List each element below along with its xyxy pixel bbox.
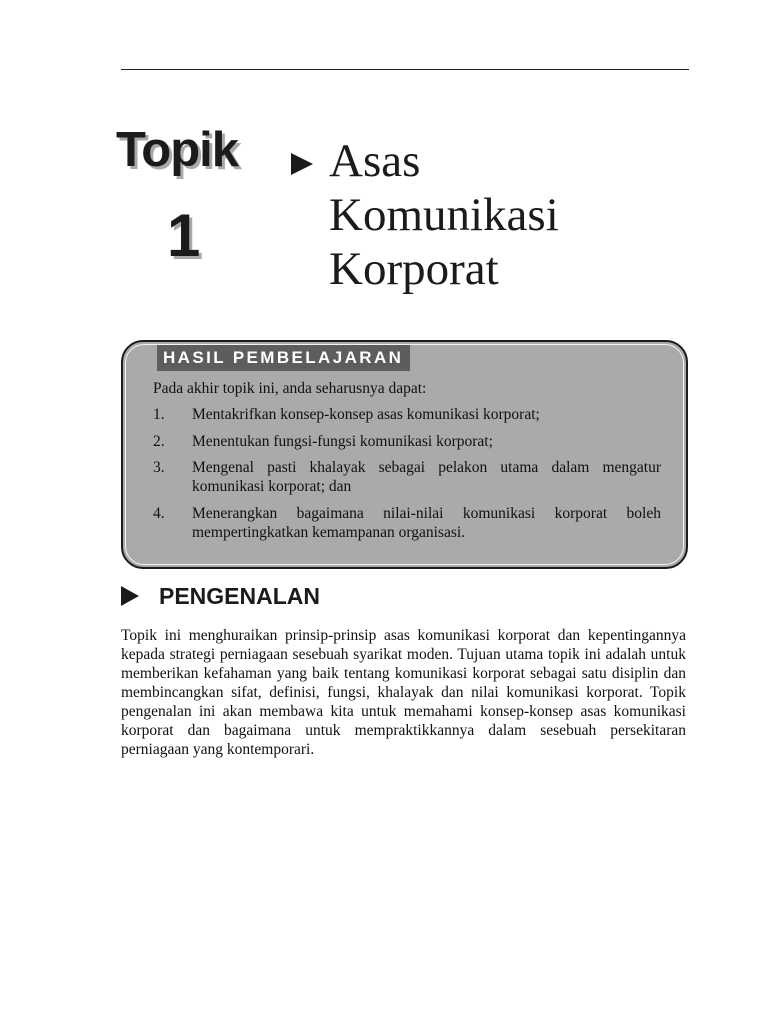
intro-paragraph: Topik ini menghuraikan prinsip-prinsip asas komunikasi korporat dan kepentingannya kepada strategi perniagaan sesebuah syarikat moden. Tujuan utama topik ini adalah untuk memberikan kefahaman yang baik tentang komunikasi korporat sebagai satu disiplin dan membincangkan sifat, definisi, fungsi, khalayak dan nilai komunikasi korporat. Topik pengenalan ini akan membawa kita untuk memahami konsep-konsep asas komunikasi korporat dan bagaimana untuk mempraktikkannya dalam sesebuah persekitaran perniagaan yang kontemporari. bbox=[121, 627, 686, 758]
list-item-text: Menerangkan bagaimana nilai-nilai komunikasi korporat boleh mempertingkatkan kemampanan organisasi. bbox=[192, 505, 661, 541]
list-item bbox=[153, 406, 661, 425]
learning-outcomes-heading: HASIL PEMBELAJARAN bbox=[157, 345, 410, 371]
list-item-text: Menentukan fungsi-fungsi komunikasi korporat; bbox=[192, 432, 493, 450]
learning-outcomes-intro: Pada akhir topik ini, anda seharusnya dapat: bbox=[153, 380, 427, 397]
title-line: Korporat bbox=[329, 243, 499, 295]
learning-outcomes-list bbox=[153, 406, 661, 542]
list-item-text: Mengenal pasti khalayak sebagai pelakon utama dalam mengatur komunikasi korporat; dan bbox=[192, 459, 661, 495]
section-heading: PENGENALAN bbox=[159, 583, 321, 609]
top-rule bbox=[121, 69, 689, 70]
learning-outcomes-box bbox=[121, 340, 688, 569]
list-item-number: 3. bbox=[153, 459, 165, 476]
list-item-number: 1. bbox=[153, 406, 165, 423]
list-item bbox=[153, 459, 661, 496]
list-item-text: Mentakrifkan konsep-konsep asas komunikasi korporat; bbox=[192, 406, 540, 423]
list-item-number: 4. bbox=[153, 505, 165, 522]
right-triangle-icon bbox=[121, 586, 139, 606]
title-line: Asas bbox=[329, 135, 421, 187]
page-title bbox=[329, 134, 709, 296]
topic-number: 1 bbox=[167, 202, 201, 269]
right-triangle-icon bbox=[291, 153, 313, 175]
list-item bbox=[153, 505, 661, 542]
topic-label: Topik bbox=[116, 123, 239, 177]
title-line: Komunikasi bbox=[329, 189, 559, 241]
list-item-number: 2. bbox=[153, 432, 165, 450]
list-item bbox=[153, 433, 661, 452]
